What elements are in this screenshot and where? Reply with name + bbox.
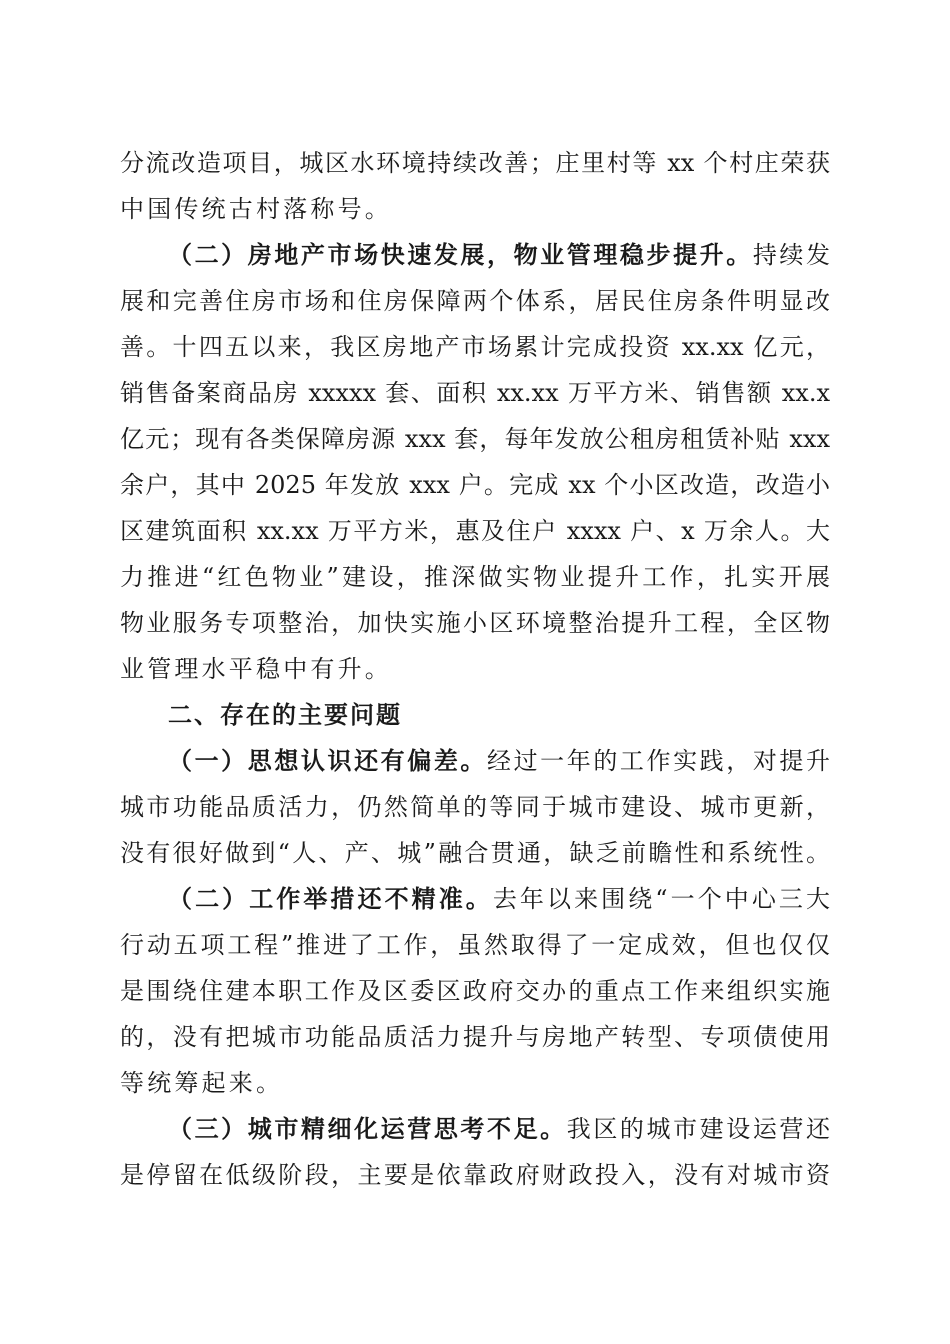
line-text: 业管理水平稳中有升。 [120, 655, 392, 683]
text-line [120, 1060, 830, 1106]
line-text: 持续发 [752, 241, 830, 269]
line-text: 没有很好做到“人、产、城”融合贯通，缺乏前瞻性和系统性。 [120, 839, 830, 867]
subheading-lead: （一）思想认识还有偏差。 [168, 747, 487, 775]
line-text: 善。十四五以来，我区房地产市场累计完成投资 xx.xx 亿元， [120, 333, 830, 361]
line-text: 我区的城市建设运营还 [566, 1115, 830, 1143]
line-text: 销售备案商品房 xxxxx 套、面积 xx.xx 万平方米、销售额 xx.x [120, 379, 830, 407]
text-line [120, 554, 830, 600]
text-line [120, 600, 830, 646]
text-line [120, 646, 830, 692]
line-text: 是停留在低级阶段，主要是依靠政府财政投入，没有对城市资 [120, 1161, 830, 1189]
subheading-lead: （二）工作举措还不精准。 [168, 885, 493, 913]
section-heading [120, 692, 830, 738]
line-text: 分流改造项目，城区水环境持续改善；庄里村等 xx 个村庄荣获 [120, 149, 830, 177]
text-line [120, 738, 830, 784]
text-line [120, 370, 830, 416]
line-text: 去年以来围绕“一个中心三大 [492, 885, 830, 913]
text-line [120, 1106, 830, 1152]
heading-text: 二、存在的主要问题 [168, 701, 402, 729]
text-line [120, 508, 830, 554]
line-text: 行动五项工程”推进了工作，虽然取得了一定成效，但也仅仅 [120, 931, 830, 959]
document-body [120, 140, 830, 1198]
text-line [120, 784, 830, 830]
text-line [120, 968, 830, 1014]
text-line [120, 186, 830, 232]
line-text: 等统筹起来。 [120, 1069, 284, 1097]
text-line [120, 278, 830, 324]
line-text: 区建筑面积 xx.xx 万平方米，惠及住户 xxxx 户、x 万余人。大 [120, 517, 830, 545]
text-line [120, 462, 830, 508]
text-line [120, 1152, 830, 1198]
line-text: 余户，其中 2025 年发放 xxx 户。完成 xx 个小区改造，改造小 [120, 471, 830, 499]
subheading-lead: （三）城市精细化运营思考不足。 [168, 1115, 567, 1143]
line-text: 经过一年的工作实践，对提升 [487, 747, 830, 775]
text-line [120, 232, 830, 278]
text-line [120, 876, 830, 922]
line-text: 是围绕住建本职工作及区委区政府交办的重点工作来组织实施 [120, 977, 830, 1005]
line-text: 城市功能品质活力，仍然简单的等同于城市建设、城市更新， [120, 793, 830, 821]
text-line [120, 416, 830, 462]
line-text: 物业服务专项整治，加快实施小区环境整治提升工程，全区物 [120, 609, 830, 637]
line-text: 展和完善住房市场和住房保障两个体系，居民住房条件明显改 [120, 287, 830, 315]
subheading-lead: （二）房地产市场快速发展，物业管理稳步提升。 [168, 241, 753, 269]
line-text: 力推进“红色物业”建设，推深做实物业提升工作，扎实开展 [120, 563, 830, 591]
text-line [120, 140, 830, 186]
line-text: 的，没有把城市功能品质活力提升与房地产转型、专项债使用 [120, 1023, 830, 1051]
line-text: 中国传统古村落称号。 [120, 195, 392, 223]
line-text: 亿元；现有各类保障房源 xxx 套，每年发放公租房租赁补贴 xxx [120, 425, 830, 453]
text-line [120, 324, 830, 370]
text-line [120, 830, 830, 876]
text-line [120, 922, 830, 968]
text-line [120, 1014, 830, 1060]
